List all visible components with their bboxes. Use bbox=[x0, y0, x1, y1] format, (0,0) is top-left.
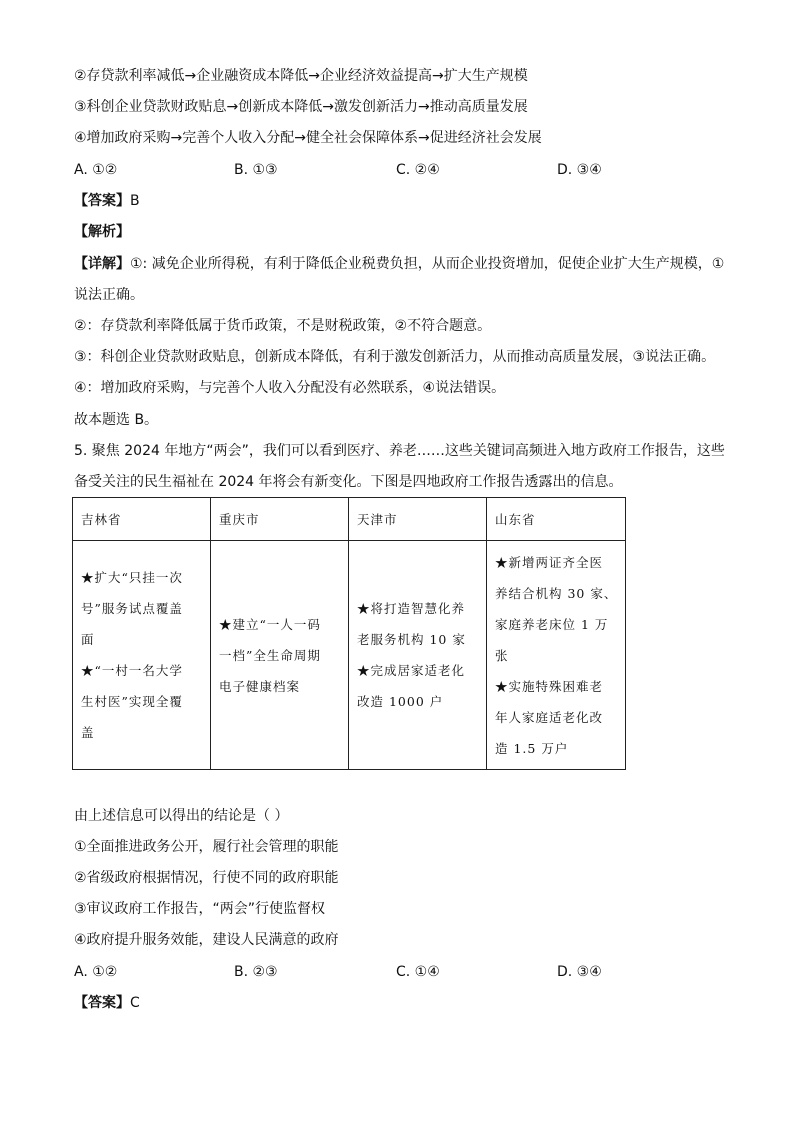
cell-line: 盖 bbox=[81, 725, 95, 740]
q4-option-d: D. ③④ bbox=[557, 162, 602, 178]
q5-item-3: ③审议政府工作报告，“两会”行使监督权 bbox=[74, 901, 326, 917]
cell-line: 一档”全生命周期 bbox=[219, 647, 321, 663]
q4-analysis-tag: 【解析】 bbox=[74, 224, 130, 240]
cell-line: 号”服务试点覆盖 bbox=[81, 601, 183, 616]
cell-line: ★新增两证齐全医 bbox=[495, 554, 604, 570]
q4-option-c: C. ②④ bbox=[396, 162, 440, 178]
q4-detail-line-2: 说法正确。 bbox=[74, 287, 144, 303]
q5-answer-tag: 【答案】 bbox=[74, 995, 130, 1011]
cell-line: 张 bbox=[495, 647, 509, 663]
q4-answer bbox=[74, 191, 140, 211]
q4-option-a: A. ①② bbox=[74, 162, 118, 178]
q5-option-d: D. ③④ bbox=[557, 964, 602, 980]
q5-answer bbox=[74, 993, 140, 1013]
cell-line: ★将打造智慧化养 bbox=[357, 601, 466, 616]
q5-table-body-row bbox=[73, 541, 626, 770]
cell-line: ★“一村一名大学 bbox=[81, 663, 183, 678]
q4-item-2: ②存贷款利率减低→企业融资成本降低→企业经济效益提高→扩大生产规模 bbox=[74, 68, 528, 84]
q4-item-3: ③科创企业贷款财政贴息→创新成本降低→激发创新活力→推动高质量发展 bbox=[74, 99, 528, 115]
cell-line: 年人家庭适老化改 bbox=[495, 709, 604, 725]
q5-option-a: A. ①② bbox=[74, 964, 118, 980]
q5-cell-chongqing bbox=[211, 541, 349, 770]
q4-item-4: ④增加政府采购→完善个人收入分配→健全社会保障体系→促进经济社会发展 bbox=[74, 130, 542, 146]
cell-line: 养结合机构 30 家、 bbox=[495, 585, 618, 601]
q4-answer-value: B bbox=[130, 193, 140, 209]
q4-answer-tag: 【答案】 bbox=[74, 193, 130, 209]
cell-line: ★建立“一人一码 bbox=[219, 616, 321, 632]
q4-detail-line-1 bbox=[74, 254, 724, 274]
q5-info-table bbox=[72, 497, 626, 770]
q4-detail-tag: 【详解】 bbox=[74, 256, 130, 272]
q5-header-tianjin: 天津市 bbox=[349, 498, 487, 541]
cell-line: 老服务机构 10 家 bbox=[357, 632, 466, 647]
q4-detail-text-1: ①: 减免企业所得税，有利于降低企业税费负担，从而企业投资增加，促使企业扩大生产规模，① bbox=[130, 256, 725, 272]
q4-option-b: B. ①③ bbox=[234, 162, 278, 178]
q5-cell-jilin bbox=[73, 541, 211, 770]
q5-stem-line-1: 5. 聚焦 2024 年地方“两会”，我们可以看到医疗、养老……这些关键词高频进入地方政府工作报告，这些 bbox=[74, 443, 725, 459]
q5-option-c: C. ①④ bbox=[396, 964, 440, 980]
q5-cell-tianjin bbox=[349, 541, 487, 770]
q5-header-shandong: 山东省 bbox=[487, 498, 626, 541]
q5-prompt: 由上述信息可以得出的结论是（ ） bbox=[74, 808, 289, 824]
q5-header-chongqing: 重庆市 bbox=[211, 498, 349, 541]
cell-line: 面 bbox=[81, 632, 95, 647]
cell-line: 家庭养老床位 1 万 bbox=[495, 616, 609, 632]
cell-line: 造 1.5 万户 bbox=[495, 740, 569, 756]
q4-detail-line-3: ②：存贷款利率降低属于货币政策，不是财税政策，②不符合题意。 bbox=[74, 318, 492, 334]
q5-item-2: ②省级政府根据情况，行使不同的政府职能 bbox=[74, 870, 339, 886]
q5-table-header-row bbox=[73, 498, 626, 541]
q5-item-1: ①全面推进政务公开，履行社会管理的职能 bbox=[74, 839, 339, 855]
q5-answer-value: C bbox=[130, 995, 140, 1011]
q5-stem-line-2: 备受关注的民生福祉在 2024 年将会有新变化。下图是四地政府工作报告透露出的信息。 bbox=[74, 474, 623, 490]
cell-line: 电子健康档案 bbox=[219, 678, 301, 694]
cell-line: ★扩大“只挂一次 bbox=[81, 570, 183, 585]
q4-detail-line-4: ③：科创企业贷款财政贴息，创新成本降低，有利于激发创新活力，从而推动高质量发展，③说法正确。 bbox=[74, 349, 716, 365]
q4-detail-line-5: ④：增加政府采购，与完善个人收入分配没有必然联系，④说法错误。 bbox=[74, 380, 506, 396]
q5-item-4: ④政府提升服务效能，建设人民满意的政府 bbox=[74, 932, 339, 948]
cell-line: ★完成居家适老化 bbox=[357, 663, 466, 678]
cell-line: ★实施特殊困难老 bbox=[495, 678, 604, 694]
cell-line: 生村医”实现全覆 bbox=[81, 694, 183, 709]
cell-line: 改造 1000 户 bbox=[357, 694, 444, 709]
q5-cell-shandong bbox=[487, 541, 626, 770]
q5-option-b: B. ②③ bbox=[234, 964, 278, 980]
q4-detail-line-6: 故本题选 B。 bbox=[74, 412, 159, 428]
q5-header-jilin: 吉林省 bbox=[73, 498, 211, 541]
